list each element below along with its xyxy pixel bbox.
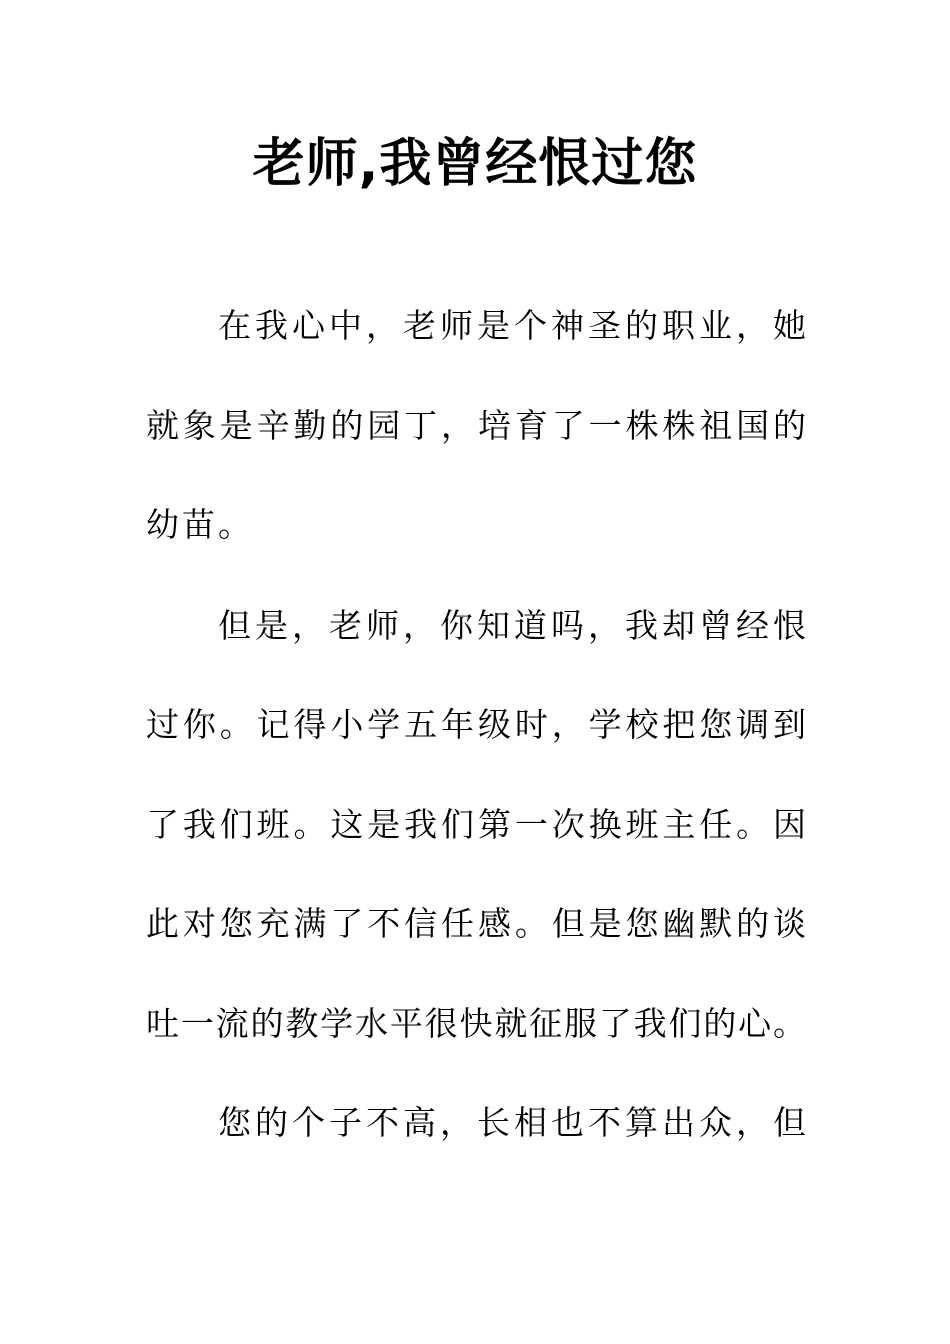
line-text: 此对您充满了不信任感。但是您幽默的谈 <box>146 904 806 943</box>
line-text: 幼苗。 <box>146 505 254 544</box>
line-text: 就象是辛勤的园丁，培育了一株株祖国的 <box>146 406 806 445</box>
paragraph-line <box>146 800 806 850</box>
paragraph-line <box>146 500 806 550</box>
paragraph-line <box>146 700 806 750</box>
document-title: 老师,我曾经恨过您 <box>252 134 698 194</box>
line-text: 吐一流的教学水平很快就征服了我们的心。 <box>146 1004 806 1043</box>
paragraph-line <box>146 401 806 451</box>
line-text: 但是，老师，你知道吗，我却曾经恨 <box>218 606 806 645</box>
paragraph-line <box>218 1098 806 1148</box>
line-text: 了我们班。这是我们第一次换班主任。因 <box>146 805 806 844</box>
paragraph-line <box>218 601 806 651</box>
line-text: 您的个子不高，长相也不算出众，但 <box>218 1103 806 1142</box>
paragraph-line <box>146 999 806 1049</box>
line-text: 过你。记得小学五年级时，学校把您调到 <box>146 705 806 744</box>
line-text: 在我心中，老师是个神圣的职业，她 <box>218 306 806 345</box>
paragraph-line <box>146 899 806 949</box>
paragraph-line <box>218 301 806 351</box>
